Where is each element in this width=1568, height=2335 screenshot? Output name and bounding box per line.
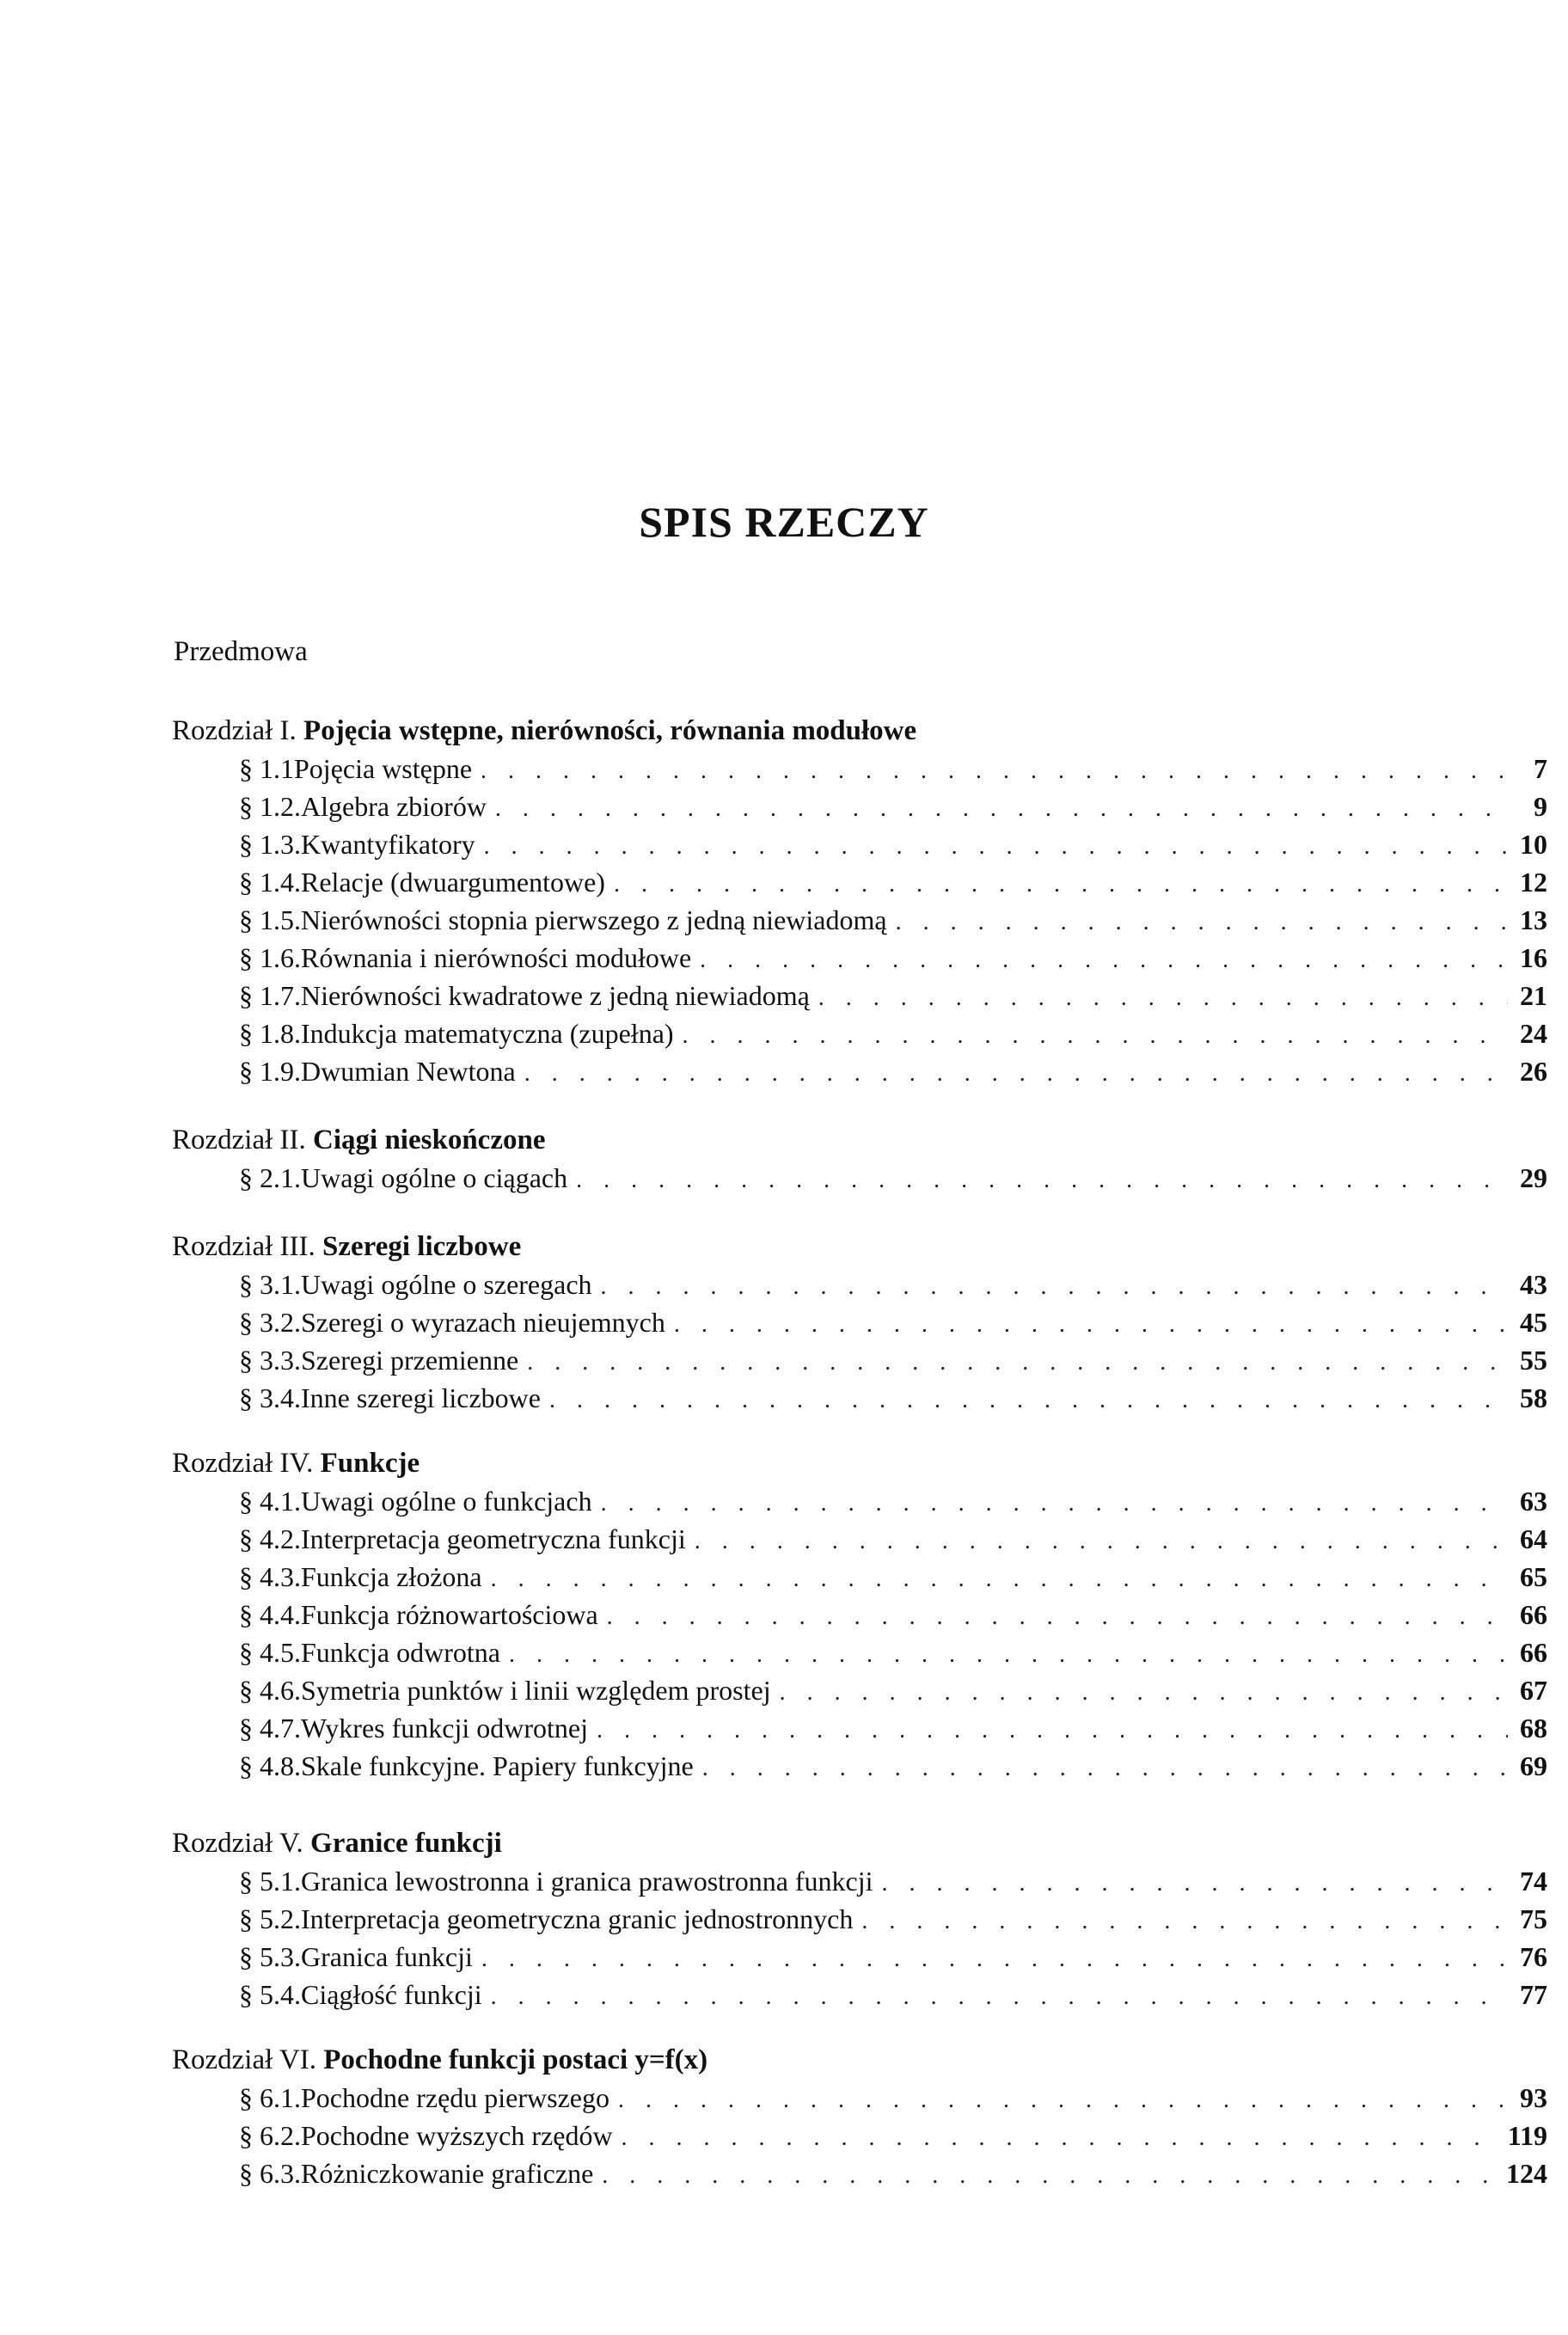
dot-leader	[549, 1383, 1508, 1418]
chapter-label: Rozdział III.	[172, 1231, 323, 1262]
dot-leader	[818, 981, 1508, 1015]
page-number: 93	[1520, 2082, 1547, 2113]
dot-leader	[495, 792, 1508, 826]
chapter-heading	[172, 714, 916, 748]
toc-entry[interactable]	[239, 941, 1547, 975]
toc-entry[interactable]	[239, 1054, 1547, 1088]
page-number: 9	[1534, 791, 1547, 822]
dot-leader	[861, 1904, 1508, 1939]
section-title: Skale funkcyjne. Papiery funkcyjne	[301, 1750, 694, 1781]
chapter-title: Funkcje	[320, 1448, 420, 1479]
page-number: 74	[1520, 1866, 1547, 1897]
page-number: 68	[1520, 1713, 1547, 1744]
section-title: Wykres funkcji odwrotnej	[301, 1713, 588, 1744]
section-title: Relacje (dwuargumentowe)	[301, 867, 605, 898]
toc-entry[interactable]	[239, 2156, 1547, 2191]
toc-entry[interactable]	[239, 1635, 1547, 1670]
toc-entry[interactable]	[239, 1560, 1547, 1594]
toc-entry[interactable]	[239, 1484, 1547, 1518]
page-number: 13	[1520, 904, 1547, 935]
dot-leader	[601, 1486, 1508, 1521]
dot-leader	[576, 1163, 1508, 1198]
section-number: § 6.3.	[239, 2158, 301, 2189]
page-number: 58	[1520, 1382, 1547, 1413]
section-number: § 3.1.	[239, 1269, 301, 1300]
toc-entry[interactable]	[239, 1267, 1547, 1302]
section-number: § 4.2.	[239, 1523, 301, 1554]
section-number: § 1.4.	[239, 867, 301, 898]
chapter-title: Ciągi nieskończone	[313, 1125, 546, 1155]
chapter-label: Rozdział VI.	[172, 2044, 324, 2075]
toc-entry[interactable]	[239, 1381, 1547, 1415]
page-number: 43	[1520, 1269, 1547, 1300]
section-number: § 5.3.	[239, 1941, 301, 1972]
page-number: 29	[1520, 1162, 1547, 1193]
page-number: 75	[1520, 1903, 1547, 1934]
section-number: § 5.1.	[239, 1866, 301, 1897]
dot-leader	[622, 2121, 1503, 2155]
section-title: Interpretacja geometryczna funkcji	[301, 1523, 686, 1554]
toc-entry[interactable]	[239, 1940, 1547, 1974]
toc-entry[interactable]	[239, 1016, 1547, 1051]
section-number: § 5.4.	[239, 1979, 301, 2010]
chapter-title: Szeregi liczbowe	[322, 1231, 522, 1262]
toc-entry[interactable]	[239, 2118, 1547, 2153]
page-number: 69	[1520, 1750, 1547, 1781]
section-title: Pochodne wyższych rzędów	[301, 2120, 613, 2151]
toc-entry[interactable]	[239, 865, 1547, 899]
toc-entry[interactable]	[239, 1343, 1547, 1377]
page-number: 63	[1520, 1486, 1547, 1517]
toc-entry[interactable]	[239, 1977, 1547, 2012]
dot-leader	[601, 1270, 1508, 1304]
page-number: 45	[1520, 1307, 1547, 1338]
section-number: § 3.3.	[239, 1345, 301, 1376]
dot-leader	[674, 1308, 1508, 1342]
toc-entry[interactable]	[239, 1522, 1547, 1556]
page-number: 67	[1520, 1675, 1547, 1706]
dot-leader	[481, 1942, 1508, 1976]
section-title: Granica funkcji	[301, 1941, 473, 1972]
chapter-heading	[172, 1446, 420, 1480]
dot-leader	[491, 1562, 1508, 1597]
section-number: § 4.1.	[239, 1486, 301, 1517]
chapter-title: Pochodne funkcji postaci y=f(x)	[323, 2044, 708, 2075]
section-title: Algebra zbiorów	[301, 791, 487, 822]
section-title: Funkcja różnowartościowa	[301, 1599, 598, 1630]
dot-leader	[614, 867, 1508, 902]
section-title: Uwagi ogólne o funkcjach	[301, 1486, 592, 1517]
page-number: 76	[1520, 1941, 1547, 1972]
page-title: SPIS RZECZY	[639, 498, 929, 546]
section-number: § 3.4.	[239, 1382, 301, 1413]
dot-leader	[484, 830, 1508, 864]
chapter-label: Rozdział II.	[172, 1125, 314, 1155]
section-number: § 4.8.	[239, 1750, 301, 1781]
page-number: 10	[1520, 829, 1547, 860]
section-number: § 1.6.	[239, 942, 301, 973]
section-title: Funkcja odwrotna	[301, 1637, 500, 1668]
dot-leader	[618, 2083, 1508, 2117]
section-title: Symetria punktów i linii względem prostej	[301, 1675, 771, 1706]
chapter-label: Rozdział V.	[172, 1828, 311, 1859]
dot-leader	[602, 2159, 1501, 2193]
section-number: § 6.1.	[239, 2082, 301, 2113]
section-number: § 3.2.	[239, 1307, 301, 1338]
section-number: § 1.2.	[239, 791, 301, 822]
section-number: § 4.5.	[239, 1637, 301, 1668]
section-title: Kwantyfikatory	[301, 829, 475, 860]
section-title: Dwumian Newtona	[301, 1056, 516, 1087]
section-title: Szeregi o wyrazach nieujemnych	[301, 1307, 665, 1338]
dot-leader	[491, 1980, 1508, 2014]
page-number: 21	[1520, 980, 1547, 1011]
dot-leader	[607, 1600, 1508, 1634]
toc-entry[interactable]	[239, 827, 1547, 861]
chapter-heading	[172, 1229, 521, 1264]
toc-entry[interactable]	[239, 1749, 1547, 1783]
section-title: Nierówności kwadratowe z jedną niewiadomą	[301, 980, 810, 1011]
toc-entry[interactable]	[239, 1864, 1547, 1898]
dot-leader	[597, 1713, 1508, 1748]
section-title: Szeregi przemienne	[301, 1345, 519, 1376]
section-title: Inne szeregi liczbowe	[301, 1382, 541, 1413]
dot-leader	[683, 1019, 1508, 1053]
section-title: Pochodne rzędu pierwszego	[301, 2082, 609, 2113]
toc-entry[interactable]	[239, 1305, 1547, 1339]
toc-entry[interactable]	[239, 2081, 1547, 2115]
section-number: § 1.8.	[239, 1018, 301, 1049]
chapter-heading	[172, 2043, 707, 2077]
section-number: § 2.1.	[239, 1162, 301, 1193]
section-number: § 4.4.	[239, 1599, 301, 1630]
dot-leader	[481, 754, 1508, 788]
chapter-title: Granice funkcji	[310, 1828, 502, 1859]
page-number: 124	[1506, 2158, 1547, 2189]
section-title: Uwagi ogólne o ciągach	[301, 1162, 568, 1193]
toc-entry[interactable]	[239, 1711, 1547, 1745]
dot-leader	[527, 1345, 1508, 1380]
toc-entry[interactable]	[239, 903, 1547, 937]
page-number: 119	[1507, 2120, 1547, 2151]
page-number: 26	[1520, 1056, 1547, 1087]
dot-leader	[700, 943, 1508, 978]
section-number: § 1.5.	[239, 904, 301, 935]
page-number: 7	[1534, 753, 1547, 784]
toc-entry[interactable]	[239, 978, 1547, 1013]
section-title: Indukcja matematyczna (zupełna)	[301, 1018, 674, 1049]
page-number: 24	[1520, 1018, 1547, 1049]
section-title: Granica lewostronna i granica prawostronna funkcji	[301, 1866, 873, 1897]
section-number: § 1.7.	[239, 980, 301, 1011]
dot-leader	[695, 1524, 1508, 1559]
section-title: Pojęcia wstępne	[294, 753, 473, 784]
section-title: Uwagi ogólne o szeregach	[301, 1269, 592, 1300]
chapter-heading	[172, 1826, 502, 1860]
chapter-label: Rozdział IV.	[172, 1448, 321, 1479]
section-number: § 4.7.	[239, 1713, 301, 1744]
section-title: Interpretacja geometryczna granic jednostronnych	[301, 1903, 854, 1934]
chapter-heading	[172, 1123, 545, 1157]
dot-leader	[509, 1638, 1508, 1672]
preface-label: Przedmowa	[174, 636, 308, 667]
section-title: Funkcja złożona	[301, 1561, 482, 1592]
chapter-title: Pojęcia wstępne, nierówności, równania modułowe	[303, 715, 917, 746]
section-number: § 1.1	[239, 753, 294, 784]
section-number: § 4.3.	[239, 1561, 301, 1592]
dot-leader	[524, 1057, 1508, 1091]
toc-entry[interactable]	[239, 751, 1547, 786]
dot-leader	[780, 1676, 1508, 1710]
toc-entry[interactable]	[239, 1161, 1547, 1195]
section-number: § 4.6.	[239, 1675, 301, 1706]
toc-entry[interactable]	[239, 1902, 1547, 1936]
section-title: Ciągłość funkcji	[301, 1979, 482, 2010]
section-title: Różniczkowanie graficzne	[301, 2158, 594, 2189]
page-number: 66	[1520, 1599, 1547, 1630]
section-title: Nierówności stopnia pierwszego z jedną niewiadomą	[301, 904, 887, 935]
section-title: Równania i nierówności modułowe	[301, 942, 692, 973]
page-number: 65	[1520, 1561, 1547, 1592]
page-number: 12	[1520, 867, 1547, 898]
page-number: 66	[1520, 1637, 1547, 1668]
page-number: 55	[1520, 1345, 1547, 1376]
section-number: § 1.9.	[239, 1056, 301, 1087]
section-number: § 5.2.	[239, 1903, 301, 1934]
chapter-label: Rozdział I.	[172, 715, 304, 746]
page-number: 77	[1520, 1979, 1547, 2010]
dot-leader	[882, 1866, 1508, 1901]
toc-entry[interactable]	[239, 789, 1547, 824]
section-number: § 1.3.	[239, 829, 301, 860]
toc-entry[interactable]	[239, 1673, 1547, 1707]
page-number: 64	[1520, 1523, 1547, 1554]
toc-entry[interactable]	[239, 1597, 1547, 1632]
section-number: § 6.2.	[239, 2120, 301, 2151]
dot-leader	[896, 905, 1508, 940]
dot-leader	[702, 1751, 1508, 1786]
page-number: 16	[1520, 942, 1547, 973]
